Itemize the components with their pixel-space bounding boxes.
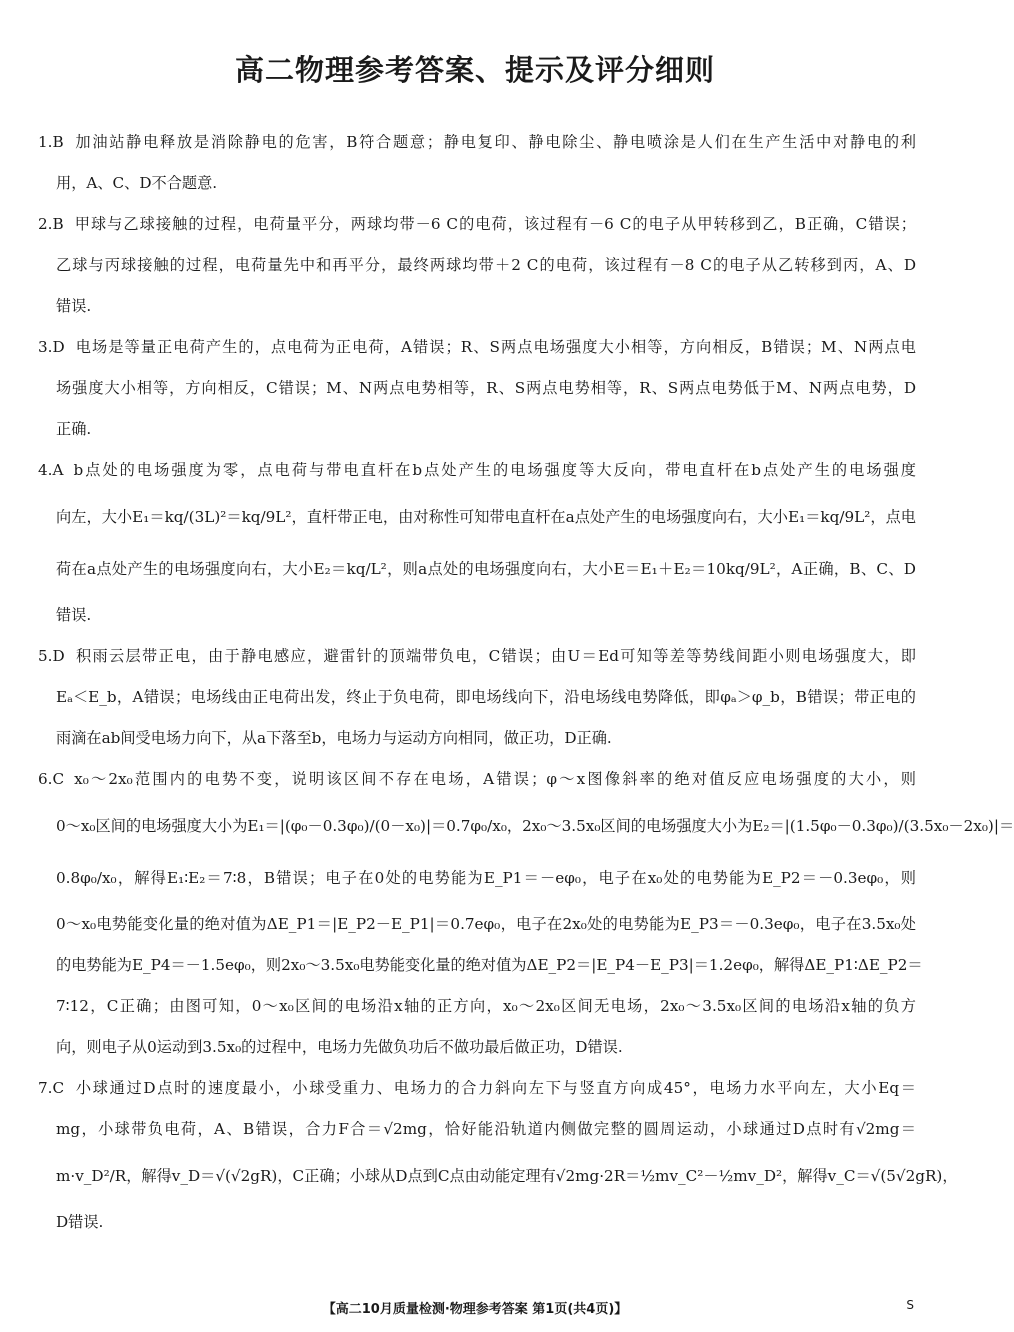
answer-number: 2.B bbox=[38, 215, 64, 233]
answer-item-6 bbox=[38, 759, 1014, 1068]
answer-line: 乙球与丙球接触的过程，电荷量先中和再平分，最终两球均带＋2 C的电荷，该过程有－8 C的电子从乙转移到丙，A、D bbox=[56, 256, 916, 274]
answer-line: 场强度大小相等，方向相反，C错误；M、N两点电势相等，R、S两点电势相等，R、S两点电势低于M、N两点电势，D bbox=[56, 379, 916, 397]
answer-number: 3.D bbox=[38, 338, 65, 356]
answer-item-7 bbox=[38, 1068, 958, 1243]
page-title: 高二物理参考答案、提示及评分细则 bbox=[234, 53, 715, 87]
answer-item-1 bbox=[38, 122, 916, 204]
answer-line: 雨滴在ab间受电场力向下，从a下落至b，电场力与运动方向相同，做正功，D正确. bbox=[56, 729, 612, 747]
answer-line: 7.C 小球通过D点时的速度最小，小球受重力、电场力的合力斜向左下与竖直方向成45°，电场力水平向左，大小Eq＝ bbox=[38, 1079, 916, 1097]
answer-item-3 bbox=[38, 327, 916, 450]
answer-line: 的电势能为E_P4＝－1.5eφ₀，则2x₀～3.5x₀电势能变化量的绝对值为ΔE_P2＝|E_P4－E_P3|＝1.2eφ₀，解得ΔE_P1∶ΔE_P2＝ bbox=[56, 956, 923, 974]
answer-line: 向，则电子从0运动到3.5x₀的过程中，电场力先做负功后不做功最后做正功，D错误. bbox=[56, 1038, 623, 1056]
answer-line: 1.B 加油站静电释放是消除静电的危害，B符合题意；静电复印、静电除尘、静电喷涂是人们在生产生活中对静电的利 bbox=[38, 133, 916, 151]
answer-line: 错误. bbox=[56, 297, 92, 315]
answer-list bbox=[38, 122, 1014, 1243]
answer-number: 1.B bbox=[38, 133, 64, 151]
page-footer: 【高二10月质量检测·物理参考答案 第1页(共4页)】 bbox=[322, 1302, 628, 1317]
answer-line: mg，小球带负电荷，A、B错误，合力F合＝√2mg，恰好能沿轨道内侧做完整的圆周运动，小球通过D点时有√2mg＝ bbox=[56, 1120, 916, 1138]
answer-line: 向左，大小E₁＝kq/(3L)²＝kq/9L²，直杆带正电，由对称性可知带电直杆在a点处产生的电场强度向右，大小E₁＝kq/9L²，点电 bbox=[56, 508, 916, 526]
answer-number: 7.C bbox=[38, 1079, 65, 1097]
answer-line: 0.8φ₀/x₀，解得E₁∶E₂＝7∶8，B错误；电子在0处的电势能为E_P1＝－eφ₀，电子在x₀处的电势能为E_P2＝－0.3eφ₀，则 bbox=[56, 869, 916, 887]
answer-line: 2.B 甲球与乙球接触的过程，电荷量平分，两球均带－6 C的电荷，该过程有－6 C的电子从甲转移到乙，B正确，C错误； bbox=[38, 215, 916, 233]
answer-line: 5.D 积雨云层带正电，由于静电感应，避雷针的顶端带负电，C错误；由U＝Ed可知等差等势线间距小则电场强度大，即 bbox=[38, 647, 916, 665]
answer-item-2 bbox=[38, 204, 916, 327]
answer-item-4 bbox=[38, 450, 916, 636]
answer-number: 5.D bbox=[38, 647, 65, 665]
answer-line: 6.C x₀～2x₀范围内的电势不变，说明该区间不存在电场，A错误；φ～x图像斜率的绝对值反应电场强度的大小，则 bbox=[38, 770, 916, 788]
answer-line: 0～x₀电势能变化量的绝对值为ΔE_P1＝|E_P2－E_P1|＝0.7eφ₀，电子在2x₀处的电势能为E_P3＝－0.3eφ₀，电子在3.5x₀处 bbox=[56, 915, 916, 933]
answer-line: 正确. bbox=[56, 420, 92, 438]
answer-line: 荷在a点处产生的电场强度向右，大小E₂＝kq/L²，则a点处的电场强度向右，大小E＝E₁＋E₂＝10kq/9L²，A正确，B、C、D bbox=[56, 560, 916, 578]
answer-line: D错误. bbox=[56, 1213, 104, 1231]
answer-line: 用，A、C、D不合题意. bbox=[56, 174, 218, 192]
answer-line: Eₐ＜E_b，A错误；电场线由正电荷出发，终止于负电荷，即电场线向下，沿电场线电势降低，即φₐ＞φ_b，B错误；带正电的 bbox=[56, 688, 916, 706]
corner-mark: S bbox=[906, 1298, 914, 1312]
answer-item-5 bbox=[38, 636, 916, 759]
answer-line: m·v_D²/R，解得v_D＝√(√2gR)，C正确；小球从D点到C点由动能定理有√2mg·2R＝½mv_C²－½mv_D²，解得v_C＝√(5√2gR)， bbox=[56, 1167, 958, 1185]
answer-line: 4.A b点处的电场强度为零，点电荷与带电直杆在b点处产生的电场强度等大反向，带电直杆在b点处产生的电场强度 bbox=[38, 461, 916, 479]
answer-line: 0～x₀区间的电场强度大小为E₁＝|(φ₀－0.3φ₀)/(0－x₀)|＝0.7φ₀/x₀，2x₀～3.5x₀区间的电场强度大小为E₂＝|(1.5φ₀－0.3φ₀)/(3.5x₀－2x₀)|＝ bbox=[56, 817, 1014, 835]
answer-line: 7∶12，C正确；由图可知，0～x₀区间的电场沿x轴的正方向，x₀～2x₀区间无电场，2x₀～3.5x₀区间的电场沿x轴的负方 bbox=[56, 997, 916, 1015]
answer-number: 4.A bbox=[38, 461, 64, 479]
answer-line: 错误. bbox=[56, 606, 92, 624]
answer-line: 3.D 电场是等量正电荷产生的，点电荷为正电荷，A错误；R、S两点电场强度大小相等，方向相反，B错误；M、N两点电 bbox=[38, 338, 916, 356]
answer-number: 6.C bbox=[38, 770, 65, 788]
